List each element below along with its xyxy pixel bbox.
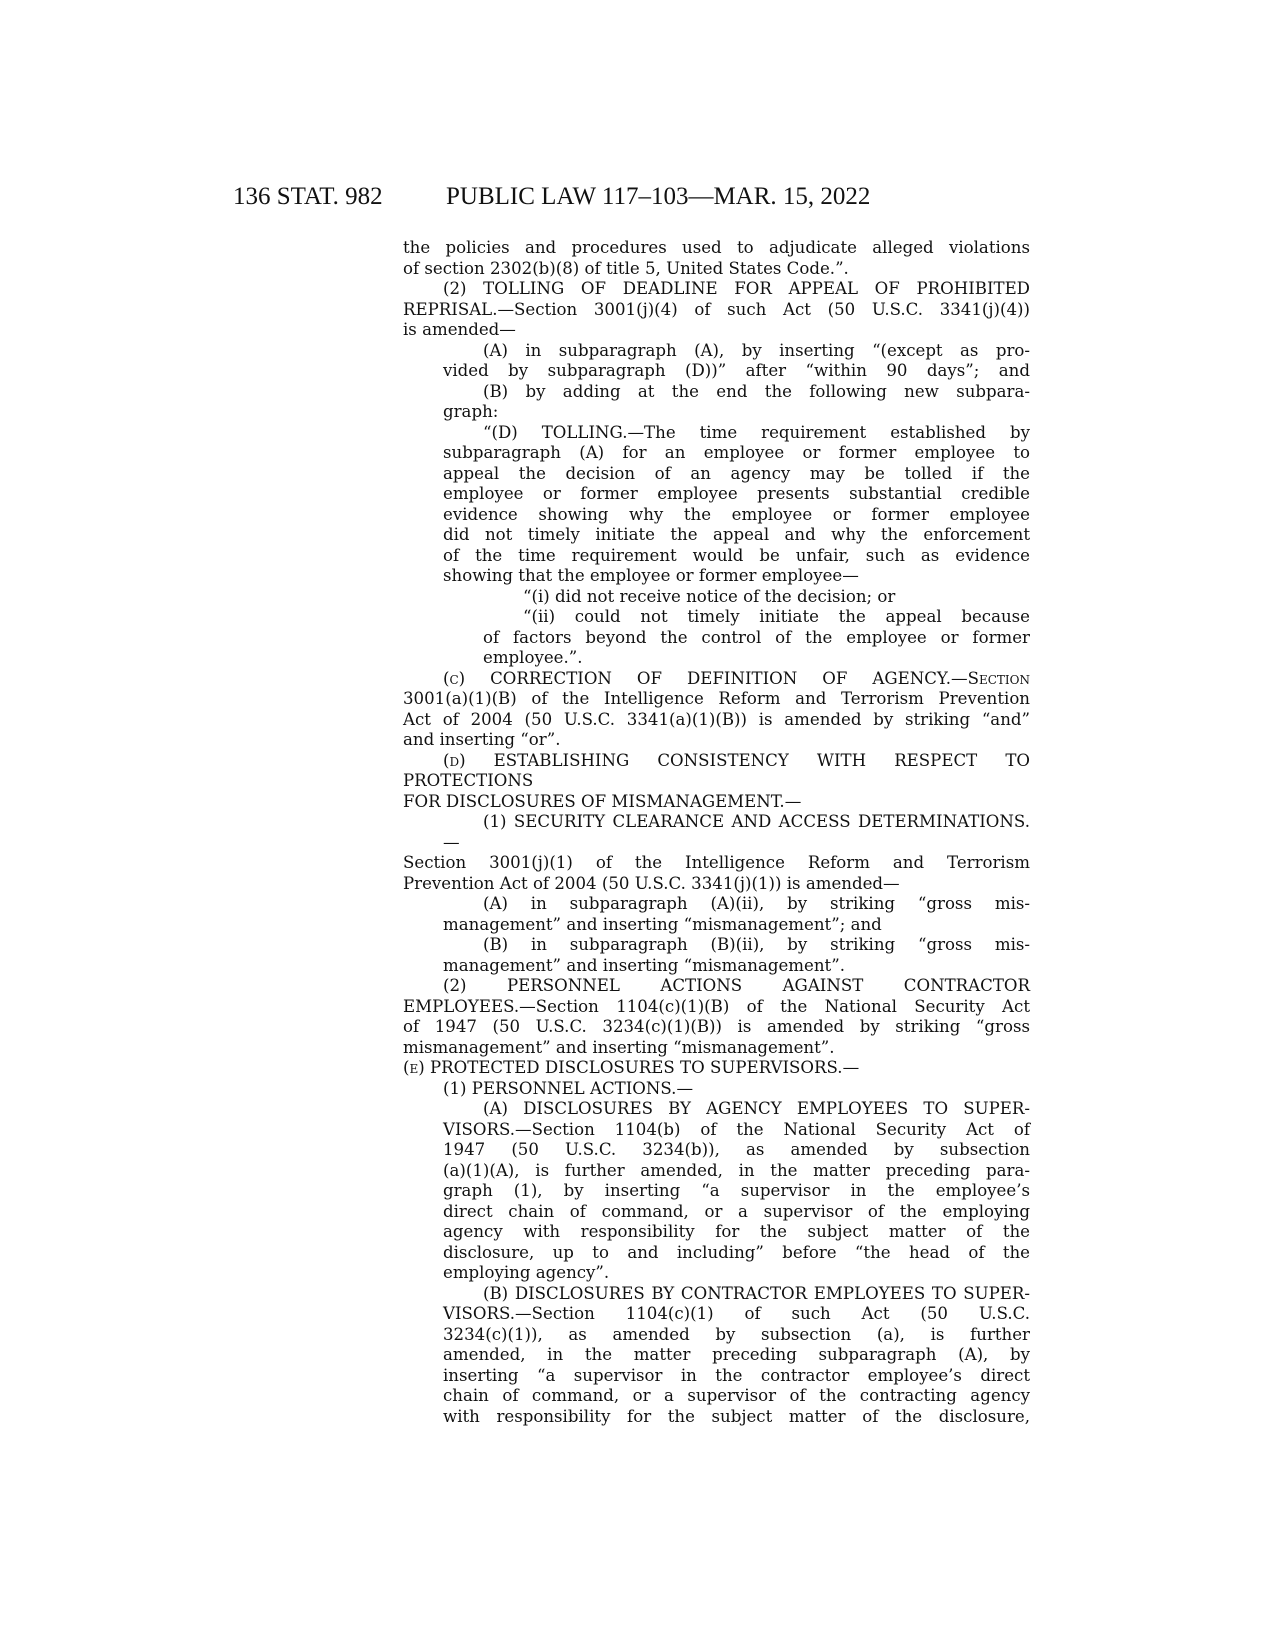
section-heading: (2) PERSONNEL ACTIONS AGAINST CONTRACTOR <box>443 976 1030 995</box>
text-line: “(ii) could not timely initiate the appeal because <box>523 607 1030 626</box>
text-line: VISORS.—Section 1104(b) of the National Security Act of <box>443 1119 1030 1139</box>
section-heading: (d) ESTABLISHING CONSISTENCY WITH RESPECT TO PROTECTIONS <box>403 750 1030 790</box>
text-line: is amended— <box>403 320 516 339</box>
text-line: did not timely initiate the appeal and why the enforcement <box>443 525 1030 544</box>
stat-page-number: 136 STAT. 982 <box>233 183 383 210</box>
section-heading: (B) DISCLOSURES BY CONTRACTOR EMPLOYEES TO SUPER- <box>483 1283 1030 1303</box>
text-line: (a)(1)(A), is further amended, in the matter preceding para- <box>443 1160 1030 1180</box>
text-line: appeal the decision of an agency may be tolled if the <box>443 463 1030 483</box>
text-line: with responsibility for the subject matter of the disclosure, <box>443 1406 1030 1426</box>
text-line: and inserting “or”. <box>403 730 561 749</box>
running-head: PUBLIC LAW 117–103—MAR. 15, 2022 <box>446 183 871 210</box>
text-line: “(D) TOLLING.—The time requirement established by <box>483 422 1030 442</box>
section-heading: (2) TOLLING OF DEADLINE FOR APPEAL OF PROHIBITED <box>443 279 1030 298</box>
text-line: (B) by adding at the end the following new subpara- <box>483 381 1030 401</box>
text-line: “(i) did not receive notice of the decision; or <box>523 586 896 606</box>
text-line: direct chain of command, or a supervisor of the employing <box>443 1201 1030 1221</box>
text-line: employee.”. <box>483 648 583 667</box>
text-line: VISORS.—Section 1104(c)(1) of such Act (50 U.S.C. <box>443 1304 1030 1323</box>
section-heading: (1) SECURITY CLEARANCE AND ACCESS DETERMINATIONS.— <box>443 812 1030 852</box>
section-heading: (e) PROTECTED DISCLOSURES TO SUPERVISORS.— <box>403 1058 860 1077</box>
text-line: management” and inserting “mismanagement”. <box>443 955 845 975</box>
text-line: Section 3001(j)(1) of the Intelligence Reform and Terrorism <box>403 853 1030 872</box>
text-line: of section 2302(b)(8) of title 5, United States Code.”. <box>403 258 849 278</box>
text-line: chain of command, or a supervisor of the contracting agency <box>443 1386 1030 1405</box>
text-line: Act of 2004 (50 U.S.C. 3341(a)(1)(B)) is amended by striking “and” <box>403 709 1030 729</box>
text-line: 1947 (50 U.S.C. 3234(b)), as amended by subsection <box>443 1140 1030 1159</box>
text-line: showing that the employee or former employee— <box>443 566 859 585</box>
text-line: 3234(c)(1)), as amended by subsection (a), is further <box>443 1324 1030 1344</box>
text-line: amended, in the matter preceding subparagraph (A), by <box>443 1345 1030 1364</box>
section-heading: FOR DISCLOSURES OF MISMANAGEMENT.— <box>403 791 802 811</box>
text-line: employee or former employee presents substantial credible <box>443 484 1030 503</box>
text-line: EMPLOYEES.—Section 1104(c)(1)(B) of the National Security Act <box>403 996 1030 1016</box>
text-line: graph (1), by inserting “a supervisor in the employee’s <box>443 1181 1030 1200</box>
section-heading: (A) DISCLOSURES BY AGENCY EMPLOYEES TO SUPER- <box>483 1099 1030 1118</box>
text-line: management” and inserting “mismanagement”; and <box>443 914 882 934</box>
section-heading: (c) CORRECTION OF DEFINITION OF AGENCY.—Section <box>443 668 1030 688</box>
text-line: disclosure, up to and including” before “the head of the <box>443 1242 1030 1262</box>
text-line: (A) in subparagraph (A), by inserting “(except as pro- <box>483 340 1030 360</box>
text-line: employing agency”. <box>443 1263 610 1282</box>
text-line: 3001(a)(1)(B) of the Intelligence Reform and Terrorism Prevention <box>403 689 1030 708</box>
text-line: (A) in subparagraph (A)(ii), by striking “gross mis- <box>483 894 1030 913</box>
text-line: graph: <box>443 402 499 421</box>
text-line: mismanagement” and inserting “mismanagement”. <box>403 1037 835 1057</box>
text-line: of the time requirement would be unfair, such as evidence <box>443 545 1030 565</box>
text-line: agency with responsibility for the subject matter of the <box>443 1222 1030 1241</box>
text-line: REPRISAL.—Section 3001(j)(4) of such Act (50 U.S.C. 3341(j)(4)) <box>403 299 1030 319</box>
section-heading: (1) PERSONNEL ACTIONS.— <box>443 1078 694 1098</box>
text-line: of factors beyond the control of the employee or former <box>483 627 1030 647</box>
text-line: inserting “a supervisor in the contractor employee’s direct <box>443 1365 1030 1385</box>
text-line: (B) in subparagraph (B)(ii), by striking “gross mis- <box>483 935 1030 954</box>
text-line: vided by subparagraph (D))” after “within 90 days”; and <box>443 361 1030 380</box>
text-line: Prevention Act of 2004 (50 U.S.C. 3341(j)(1)) is amended— <box>403 873 900 893</box>
text-line: subparagraph (A) for an employee or former employee to <box>443 443 1030 462</box>
statute-text <box>403 238 1030 1427</box>
text-line: the policies and procedures used to adjudicate alleged violations <box>403 238 1030 257</box>
text-line: evidence showing why the employee or former employee <box>443 504 1030 524</box>
text-line: of 1947 (50 U.S.C. 3234(c)(1)(B)) is amended by striking “gross <box>403 1017 1030 1036</box>
page-header <box>0 183 1275 223</box>
